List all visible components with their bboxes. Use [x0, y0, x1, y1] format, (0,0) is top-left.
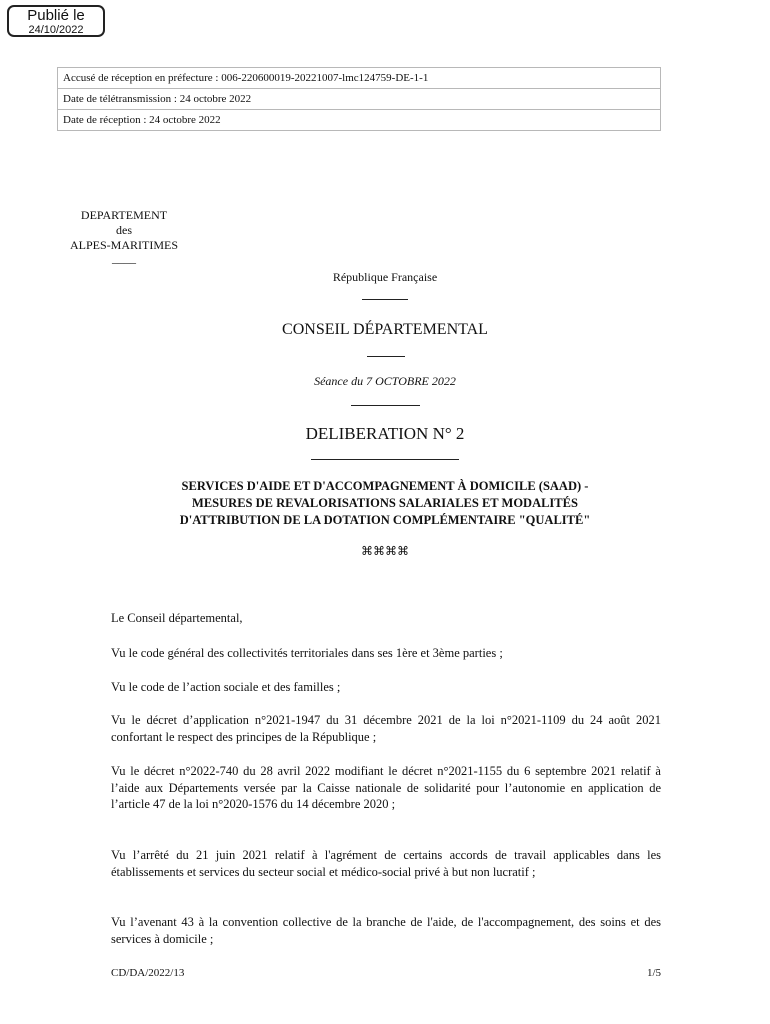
receipt-table — [57, 67, 661, 131]
department-dash: ____ — [112, 251, 136, 265]
receipt-prefecture: Accusé de réception en préfecture : 006-220600019-20221007-lmc124759-DE-1-1 — [58, 68, 661, 89]
ornament: ⌘⌘⌘⌘ — [361, 544, 409, 558]
stamp-date: 24/10/2022 — [28, 24, 84, 36]
document-title — [0, 478, 770, 529]
session-date: Séance du 7 OCTOBRE 2022 — [314, 374, 456, 388]
table-row — [58, 110, 661, 131]
receipt-reception-date: Date de réception : 24 octobre 2022 — [58, 110, 661, 131]
receipt-transmission-date: Date de télétransmission : 24 octobre 2022 — [58, 89, 661, 110]
paragraph: Vu le décret n°2022-740 du 28 avril 2022 modifiant le décret n°2021-1155 du 6 septembre 2021 relatif à l’aide aux Départements versée par la Caisse nationale de solidarité pour l’autonomie en application de l’article 47 de la loi n°2020-1576 du 14 décembre 2020 ; — [111, 764, 661, 811]
paragraph: Vu le code général des collectivités territoriales dans ses 1ère et 3ème parties ; — [111, 646, 503, 660]
table-row — [58, 68, 661, 89]
page-number: 1/5 — [646, 967, 661, 979]
department-connector: des — [116, 223, 132, 237]
divider — [367, 356, 405, 357]
footer-reference: CD/DA/2022/13 — [111, 967, 185, 979]
paragraph: Le Conseil départemental, — [111, 611, 243, 625]
department-block — [55, 208, 193, 263]
paragraph: Vu le décret d’application n°2021-1947 du 31 décembre 2021 de la loi n°2021-1109 du 24 août 2021 confortant le respect des principes de la République ; — [111, 713, 661, 744]
paragraph: Vu le code de l’action sociale et des familles ; — [111, 680, 341, 694]
republic-label: République Française — [332, 270, 438, 284]
department-label: DEPARTEMENT — [80, 208, 168, 222]
table-row — [58, 89, 661, 110]
title-line: SERVICES D'AIDE ET D'ACCOMPAGNEMENT À DOMICILE (SAAD) - — [181, 479, 589, 493]
paragraph: Vu l’avenant 43 à la convention collective de la branche de l'aide, de l'accompagnement, des soins et des services à domicile ; — [111, 915, 661, 946]
title-line: D'ATTRIBUTION DE LA DOTATION COMPLÉMENTAIRE "QUALITÉ" — [179, 513, 591, 527]
council-heading: CONSEIL DÉPARTEMENTAL — [282, 321, 488, 338]
deliberation-number: DELIBERATION N° 2 — [305, 424, 465, 443]
divider — [362, 299, 408, 300]
paragraph: Vu l’arrêté du 21 juin 2021 relatif à l'agrément de certains accords de travail applicables dans les établissements et services du secteur social et médico-social privé à but non lucratif ; — [111, 848, 661, 879]
department-name: ALPES-MARITIMES — [69, 238, 178, 252]
stamp-label: Publié le — [27, 7, 85, 24]
title-line: MESURES DE REVALORISATIONS SALARIALES ET MODALITÉS — [192, 496, 578, 510]
divider — [311, 459, 459, 460]
published-stamp — [7, 5, 105, 37]
divider — [351, 405, 420, 406]
